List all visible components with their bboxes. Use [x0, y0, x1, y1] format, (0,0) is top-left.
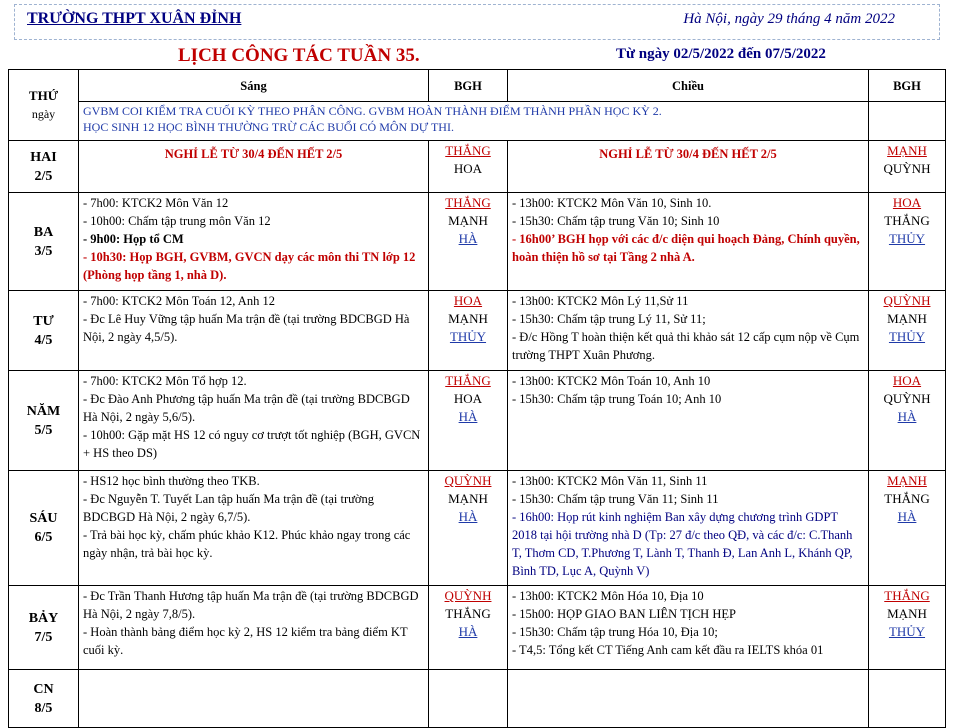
bgh-pm-cell — [869, 193, 946, 291]
schedule-line: - 10h00: Chấm tập trung môn Văn 12 — [83, 214, 271, 228]
schedule-line: - 15h30: Chấm tập trung Văn 11; Sinh 11 — [512, 492, 719, 506]
bgh-name: THẮNG — [445, 195, 491, 210]
bgh-name: QUỲNH — [883, 293, 931, 308]
afternoon-cell — [508, 141, 869, 193]
header-box — [14, 4, 940, 40]
morning-cell — [79, 586, 429, 670]
schedule-line: - 13h00: KTCK2 Môn Văn 11, Sinh 11 — [512, 474, 708, 488]
schedule-line: - 15h30: Chấm tập trung Lý 11, Sử 11; — [512, 312, 706, 326]
schedule-line: - 16h00: Họp rút kinh nghiệm Ban xây dựng chương trình GDPT 2018 tại hội trường nhà D (Tp: 27 đ/c theo QĐ, và các đ/c: C.Thanh T, Thơm CD, T.Phương T, Lành T, Thanh Đ, Lan Anh L, Khánh QP, Bình TD, Lục A, Quỳnh V) — [512, 510, 853, 578]
day-name: TƯ — [33, 313, 54, 329]
day-name: BẢY — [28, 610, 59, 626]
bgh-name: THẮNG — [884, 491, 930, 506]
bgh-name: THẮNG — [884, 588, 930, 603]
bgh-pm-cell — [869, 586, 946, 670]
morning-cell — [79, 371, 429, 471]
bgh-pm-cell — [869, 371, 946, 471]
notice-line: HỌC SINH 12 HỌC BÌNH THƯỜNG TRỪ CÁC BUỔI CÓ MÔN DỰ THI. — [83, 120, 454, 134]
bgh-name: HÀ — [458, 624, 478, 639]
schedule-row — [9, 471, 946, 586]
afternoon-cell — [508, 670, 869, 728]
day-date: 3/5 — [34, 243, 53, 259]
bgh-name: QUỲNH — [883, 391, 931, 406]
afternoon-cell — [508, 291, 869, 371]
bgh-pm-header: BGH — [869, 70, 946, 102]
day-cell — [9, 586, 79, 670]
bgh-pm-cell — [869, 670, 946, 728]
bgh-name: HÀ — [897, 509, 917, 524]
bgh-name: HOA — [892, 373, 922, 388]
bgh-name: THỦY — [449, 329, 487, 344]
schedule-line: - 15h30: Chấm tập trung Toán 10; Anh 10 — [512, 392, 722, 406]
schedule-line: - Đc Lê Huy Vững tập huấn Ma trận đề (tại trường BDCBGD Hà Nội, 2 ngày 4,5/5). — [83, 312, 410, 344]
bgh-name: HÀ — [458, 409, 478, 424]
schedule-line: - 9h00: Họp tổ CM — [83, 232, 184, 246]
schedule-row — [9, 586, 946, 670]
bgh-am-cell — [429, 291, 508, 371]
notice-empty-cell — [869, 102, 946, 141]
schedule-row — [9, 670, 946, 728]
bgh-name: THẮNG — [445, 143, 491, 158]
afternoon-cell — [508, 371, 869, 471]
schedule-line: - 7h00: KTCK2 Môn Tổ hợp 12. — [83, 374, 247, 388]
bgh-name: QUỲNH — [883, 161, 931, 176]
bgh-am-cell — [429, 471, 508, 586]
bgh-name: QUỲNH — [444, 588, 492, 603]
date-range: Từ ngày 02/5/2022 đến 07/5/2022 — [616, 46, 826, 62]
schedule-line: - Đ/c Hồng T hoàn thiện kết quả thi khảo sát 12 cấp cụm nộp về Cụm trường THPT Xuân Phương. — [512, 330, 860, 362]
schedule-line: - 7h00: KTCK2 Môn Văn 12 — [83, 196, 229, 210]
schedule-line: - T4,5: Tổng kết CT Tiếng Anh cam kết đầu ra IELTS khóa 01 — [512, 643, 824, 657]
morning-cell — [79, 193, 429, 291]
bgh-name: MẠNH — [887, 606, 927, 621]
morning-cell — [79, 141, 429, 193]
bgh-am-cell — [429, 193, 508, 291]
day-date: 5/5 — [34, 422, 53, 438]
morning-cell — [79, 670, 429, 728]
bgh-name: THỦY — [888, 329, 926, 344]
schedule-line: - 10h00: Gặp mặt HS 12 có nguy cơ trượt tốt nghiệp (BGH, GVCN + HS theo DS) — [83, 428, 421, 460]
schedule-table — [8, 69, 946, 728]
schedule-row — [9, 371, 946, 471]
thu-label: THỨ — [28, 88, 59, 103]
bgh-name: HÀ — [458, 509, 478, 524]
schedule-line: - 13h00: KTCK2 Môn Văn 10, Sinh 10. — [512, 196, 712, 210]
date-line: Hà Nội, ngày 29 tháng 4 năm 2022 — [683, 11, 895, 27]
schedule-line: - HS12 học bình thường theo TKB. — [83, 474, 260, 488]
notice-cell — [79, 102, 869, 141]
day-name: NĂM — [26, 403, 61, 419]
schedule-line: - 13h00: KTCK2 Môn Toán 10, Anh 10 — [512, 374, 711, 388]
schedule-line: - Đc Đào Anh Phương tập huấn Ma trận đề (tại trường BDCBGD Hà Nội, 2 ngày 5,6/5). — [83, 392, 410, 424]
bgh-name: MẠNH — [448, 311, 488, 326]
bgh-am-cell — [429, 670, 508, 728]
day-cell — [9, 371, 79, 471]
day-cell — [9, 291, 79, 371]
bgh-name: MẠNH — [448, 491, 488, 506]
school-name: TRƯỜNG THPT XUÂN ĐỈNH — [27, 10, 242, 27]
bgh-am-cell — [429, 586, 508, 670]
bgh-pm-cell — [869, 141, 946, 193]
notice-row — [9, 102, 946, 141]
bgh-name: MẠNH — [887, 473, 927, 488]
day-name: BA — [33, 224, 54, 240]
day-name: CN — [33, 681, 54, 697]
bgh-name: HOA — [453, 161, 483, 176]
schedule-line: - Trả bài học kỳ, chấm phúc khảo K12. Phúc khảo ngay trong các ngày nhận, trả bài học kỳ. — [83, 528, 411, 560]
bgh-am-cell — [429, 141, 508, 193]
holiday-text: NGHỈ LỄ TỪ 30/4 ĐẾN HẾT 2/5 — [599, 147, 777, 161]
schedule-line: - 16h00’ BGH họp với các đ/c diện qui hoạch Đảng, Chính quyền, hoàn thiện hồ sơ tại Tầng 2 nhà A. — [512, 232, 860, 264]
schedule-line: - Đc Trần Thanh Hương tập huấn Ma trận đề (tại trường BDCBGD Hà Nội, 2 ngày 7,8/5). — [83, 589, 419, 621]
bgh-am-cell — [429, 371, 508, 471]
bgh-am-header: BGH — [429, 70, 508, 102]
day-cell — [9, 471, 79, 586]
bgh-name: THỦY — [888, 624, 926, 639]
bgh-name: THẮNG — [445, 373, 491, 388]
bgh-name: HOA — [892, 195, 922, 210]
day-cell — [9, 670, 79, 728]
schedule-line: - 15h00: HỌP GIAO BAN LIÊN TỊCH HẸP — [512, 607, 736, 621]
bgh-name: HOA — [453, 293, 483, 308]
schedule-line: - 13h00: KTCK2 Môn Hóa 10, Địa 10 — [512, 589, 704, 603]
day-date: 8/5 — [34, 700, 53, 716]
day-column-header — [9, 70, 79, 141]
day-cell — [9, 141, 79, 193]
day-name: SÁU — [29, 511, 58, 526]
schedule-line: - 7h00: KTCK2 Môn Toán 12, Anh 12 — [83, 294, 275, 308]
bgh-pm-cell — [869, 291, 946, 371]
holiday-text: NGHỈ LỄ TỪ 30/4 ĐẾN HẾT 2/5 — [164, 147, 343, 161]
page-title: LỊCH CÔNG TÁC TUẦN 35. — [178, 45, 420, 66]
afternoon-header: Chiều — [508, 70, 869, 102]
bgh-name: HÀ — [458, 231, 478, 246]
morning-header: Sáng — [79, 70, 429, 102]
bgh-name: HOA — [453, 391, 483, 406]
day-cell — [9, 193, 79, 291]
day-date: 4/5 — [34, 332, 53, 348]
schedule-line: - Đc Nguyễn T. Tuyết Lan tập huấn Ma trận đề (tại trường BDCBGD Hà Nội, 2 ngày 6,7/5). — [83, 492, 374, 524]
schedule-line: - Hoàn thành bảng điểm học kỳ 2, HS 12 kiểm tra bảng điểm KT cuối kỳ. — [83, 625, 408, 657]
bgh-name: MẠNH — [887, 311, 927, 326]
morning-cell — [79, 291, 429, 371]
schedule-row — [9, 291, 946, 371]
bgh-name: QUỲNH — [444, 473, 492, 488]
schedule-line: - 15h30: Chấm tập trung Văn 10; Sinh 10 — [512, 214, 720, 228]
schedule-line: - 10h30: Họp BGH, GVBM, GVCN dạy các môn thi TN lớp 12 (Phòng họp tầng 1, nhà D). — [83, 250, 416, 282]
afternoon-cell — [508, 586, 869, 670]
afternoon-cell — [508, 471, 869, 586]
bgh-name: THẮNG — [445, 606, 491, 621]
schedule-row — [9, 141, 946, 193]
ngay-label: ngày — [31, 107, 56, 121]
bgh-name: HÀ — [897, 409, 917, 424]
morning-cell — [79, 471, 429, 586]
day-date: 6/5 — [34, 530, 53, 545]
schedule-line: - 13h00: KTCK2 Môn Lý 11,Sử 11 — [512, 294, 689, 308]
notice-line: GVBM COI KIỂM TRA CUỐI KỲ THEO PHÂN CÔNG. GVBM HOÀN THÀNH ĐIỂM THÀNH PHẦN HỌC KỲ 2. — [83, 104, 662, 118]
bgh-pm-cell — [869, 471, 946, 586]
header-row — [9, 70, 946, 102]
day-date: 2/5 — [34, 168, 53, 184]
day-name: HAI — [30, 149, 57, 165]
afternoon-cell — [508, 193, 869, 291]
bgh-name: THẮNG — [884, 213, 930, 228]
day-date: 7/5 — [34, 629, 53, 645]
schedule-line: - 15h30: Chấm tập trung Hóa 10, Địa 10; — [512, 625, 718, 639]
schedule-row — [9, 193, 946, 291]
bgh-name: MẠNH — [448, 213, 488, 228]
bgh-name: THỦY — [888, 231, 926, 246]
bgh-name: MẠNH — [887, 143, 927, 158]
